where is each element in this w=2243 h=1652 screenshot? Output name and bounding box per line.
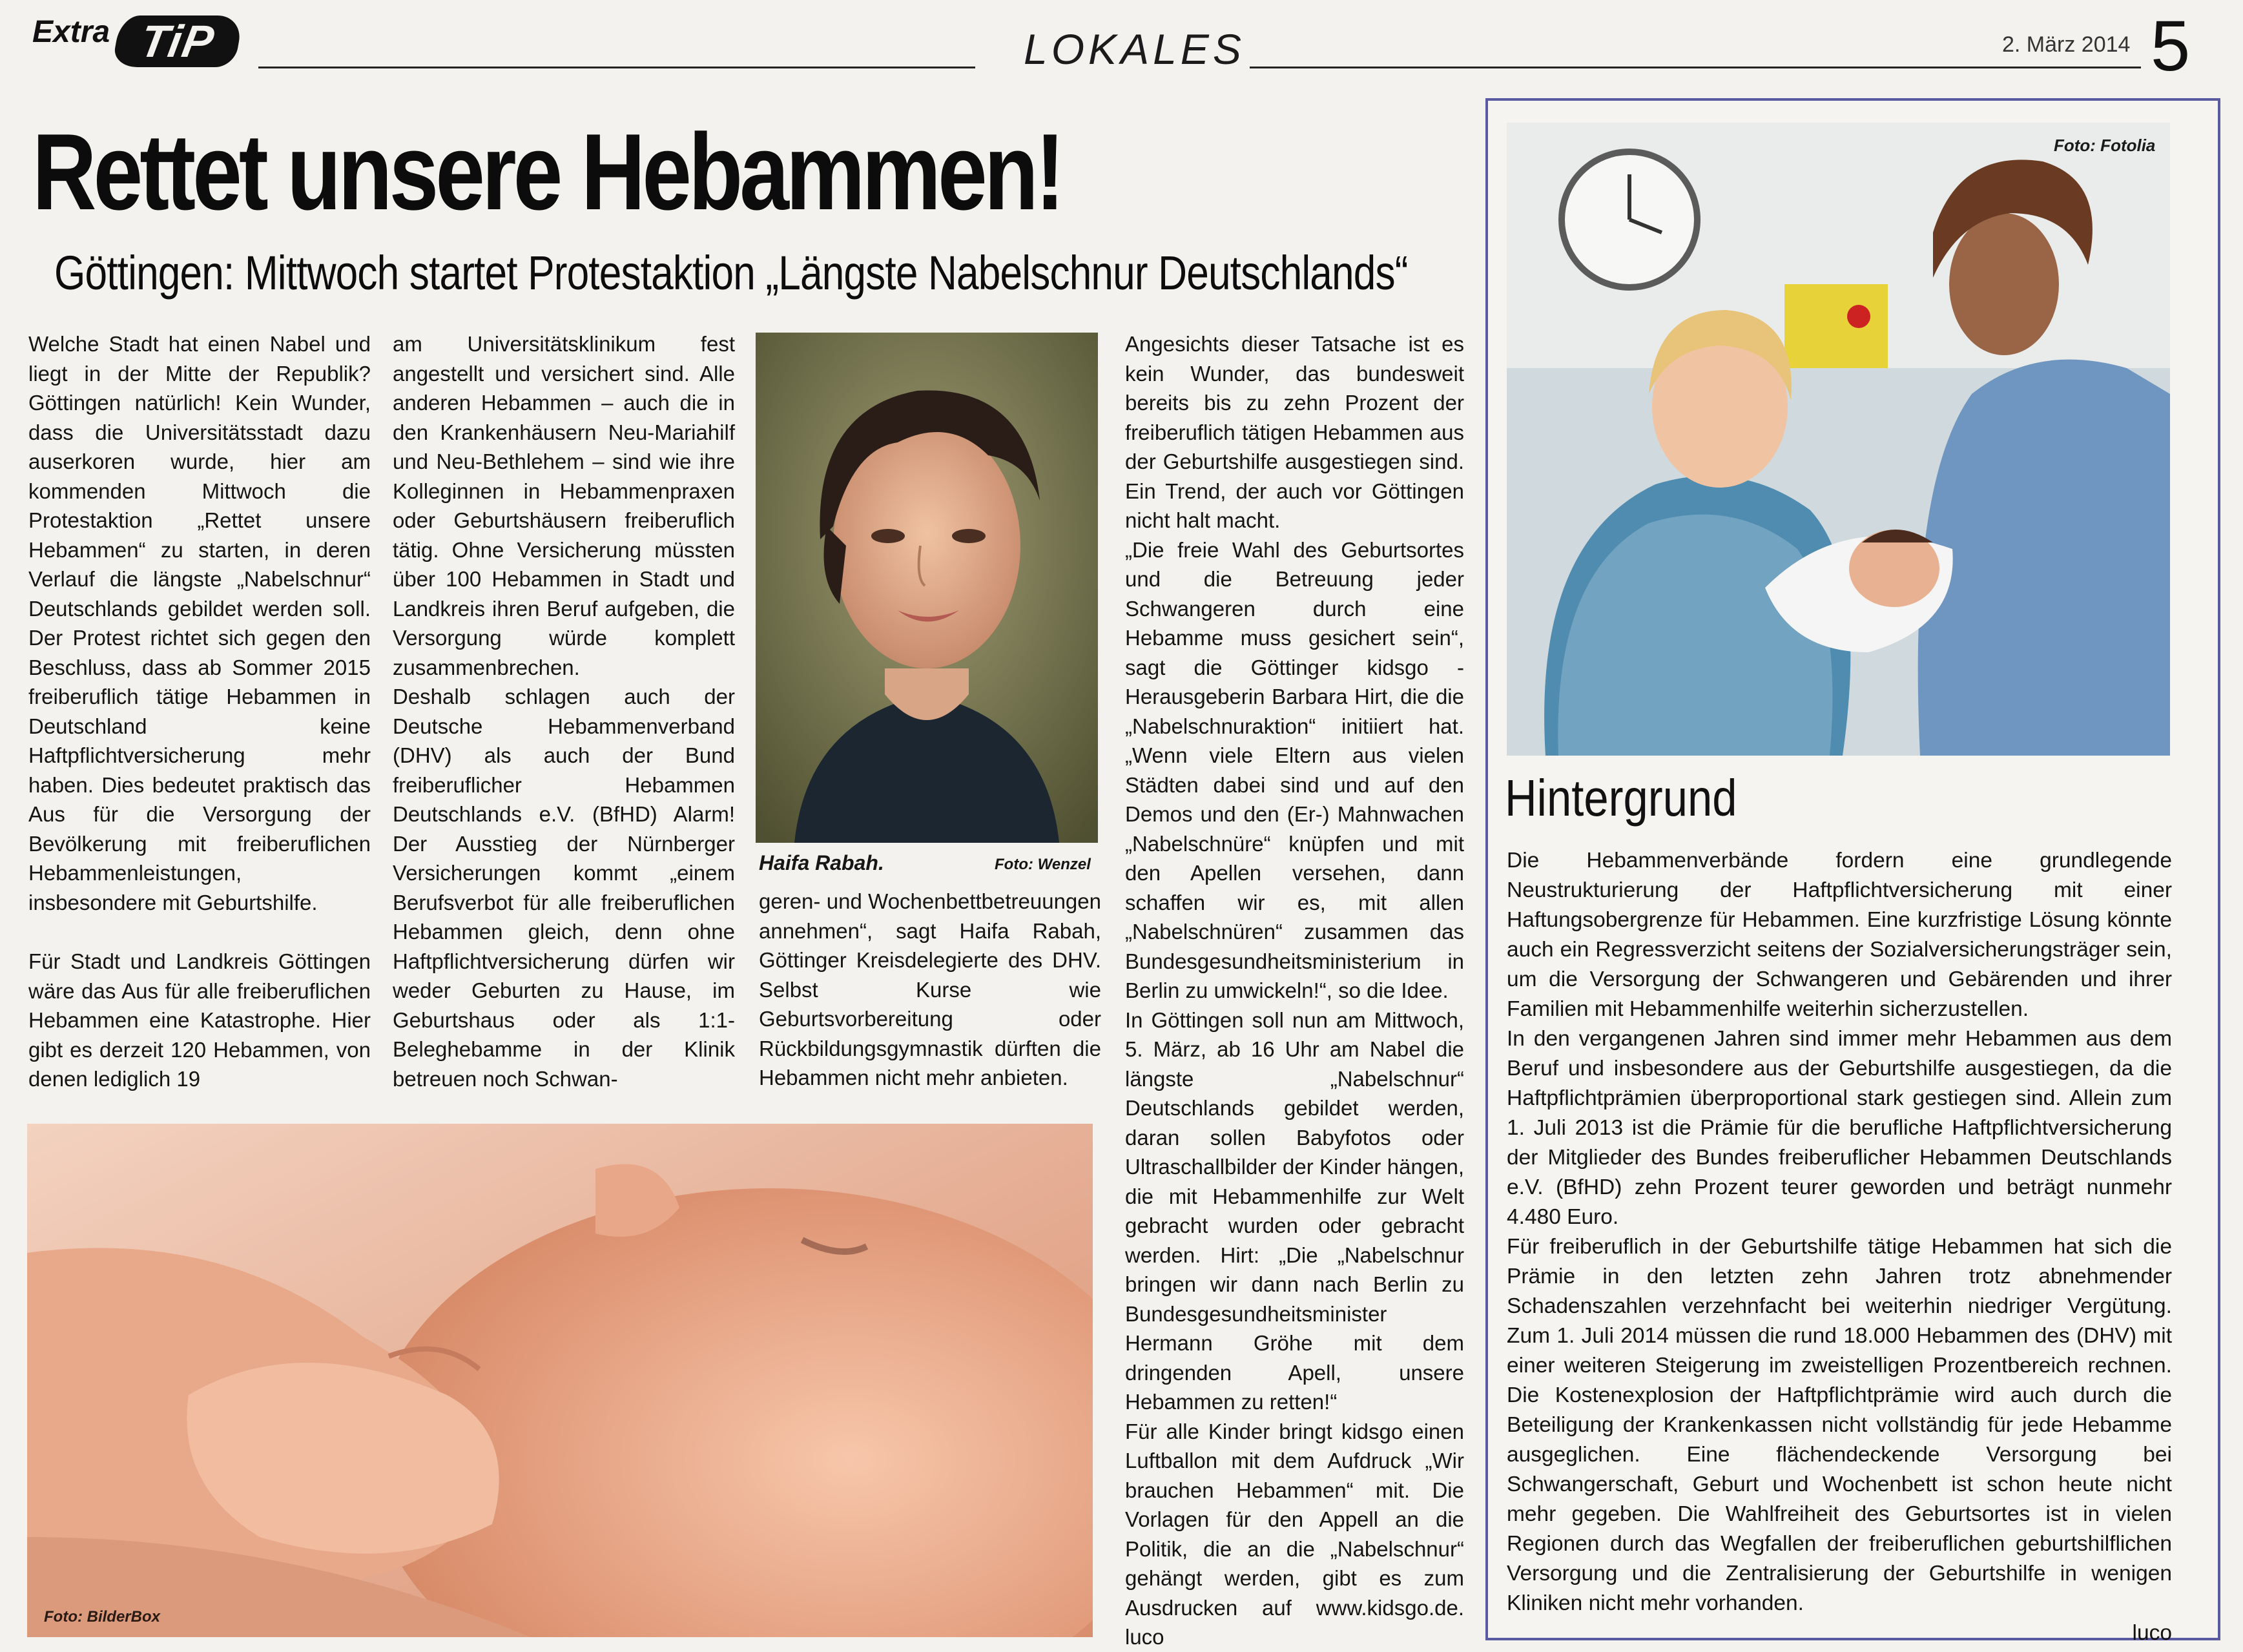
extra-tip-logo	[32, 14, 245, 72]
article-column-1	[28, 329, 371, 1094]
paragraph: Angesichts dieser Tatsache ist es kein Wunder, das bundesweit bereits bis zu zehn Prozent der freiberuflich tätigen Hebammen aus der Geburtshilfe ausgestiegen sind. Ein Trend, der auch vor Göttingen nicht halt macht.	[1125, 332, 1464, 532]
paragraph: Für freiberuflich in der Geburtshilfe tätige Hebammen hat sich die Prämie in den letzten zehn Jahren trotz abnehmender Schadenszahlen verzehnfacht bei weiterhin niedriger Vergütung. Zum 1. Juli 2014 müssen die rund 18.000 Hebammen des (DHV) mit einer weiteren Steigerung im zweistelligen Prozentbereich rechnen. Die Kostenexplosion der Haftpflichtprämie wird auch durch die Beteiligung der Krankenkassen nicht vollständig für jede Hebamme ausgeglichen. Eine flächendeckende Versorgung bei Schwangerschaft, Geburt und Wochenbett ist schon heute nicht mehr gegeben. Die Wahlfreiheit des Geburtsortes ist in vielen Regionen durch das Wegfallen der freiberuflichen geburtshilflichen Versorgung und die Zentralisierung der Geburtshilfe in wenigen Kliniken nicht mehr vorhanden.	[1507, 1235, 2172, 1615]
paragraph: In den vergangenen Jahren sind immer mehr Hebammen aus dem Beruf und insbesondere aus der Geburtshilfe ausgestiegen, da die Haftpflichtprämien überproportional stark gestiegen sind. Allein zum 1. Juli 2013 ist die Prämie für die berufliche Haftpflichtversicherung der Mitglieder des Bundes freiberuflicher Hebammen Deutschlands e.V. (BfHD) zehn Prozent teurer geworden und beträgt nunmehr 4.480 Euro.	[1507, 1027, 2172, 1229]
header-rule-right	[1250, 67, 2141, 68]
sidebar-title: Hintergrund	[1505, 769, 1737, 827]
paragraph: Deshalb schlagen auch der Deutsche Hebammenverband (DHV) als auch der Bund freiberuflicher Hebammen Deutschlands e.V. (BfHD) Alarm! Der Ausstieg der Nürnberger Versicherungen kommt „einem Berufsverbot für alle freiberuflichen Hebammen gleich, denn ohne Haftpflichtversicherung dürfen wir weder Geburten zu Hause, im Geburtshaus oder als 1:1-Beleghebamme in der Klinik betreuen noch Schwan-	[393, 685, 735, 1091]
paragraph: In Göttingen soll nun am Mittwoch, 5. März, ab 16 Uhr am Nabel die längste „Nabelschnur“ Deutschlands gebildet werden, daran sollen Babyfotos oder Ultraschallbilder der Kinder hängen, die mit Hebammenhilfe zur Welt gebracht wurden oder gebracht werden. Hirt: „Die „Nabelschnur bringen wir dann nach Berlin zu Bundesgesundheitsminister Hermann Gröhe mit dem dringenden Apell, unsere Hebammen zu retten!“	[1125, 1007, 1464, 1414]
article-subheadline: Göttingen: Mittwoch startet Protestaktion „Längste Nabelschnur Deutschlands“	[54, 246, 1408, 300]
hospital-photo-credit: Foto: Fotolia	[2054, 136, 2156, 155]
paragraph: geren- und Wochenbettbetreuungen annehmen“, sagt Haifa Rabah, Göttinger Kreisdelegierte des DHV. Selbst Kurse wie Geburtsvorbereitung oder Rückbildungsgymnastik dürften die Hebammen nicht mehr anbieten.	[759, 889, 1101, 1089]
portrait-photo-credit: Foto: Wenzel	[995, 856, 1091, 873]
article-headline: Rettet unsere Hebammen!	[32, 111, 1062, 232]
baby-photo-credit: Foto: BilderBox	[44, 1608, 160, 1626]
header-rule-left	[258, 67, 975, 68]
section-title: LOKALES	[1024, 25, 1245, 73]
hospital-photo	[1507, 123, 2170, 756]
hospital-illustration	[1507, 123, 2170, 756]
paragraph: Für alle Kinder bringt kidsgo einen Luftballon mit dem Aufdruck „Wir brauchen Hebammen“ mit. Die Vorlagen für den Appell an die Politik, die an die „Nabelschnur“ gehängt werden, gibt es zum Ausdrucken auf www.kidsgo.de. luco	[1125, 1419, 1464, 1649]
portrait-illustration	[756, 333, 1098, 843]
baby-hand-photo	[27, 1124, 1093, 1637]
sidebar-signature: luco	[2132, 1621, 2172, 1645]
issue-date: 2. März 2014	[2002, 32, 2131, 57]
paragraph: Für Stadt und Landkreis Göttingen wäre das Aus für alle freiberuflichen Hebammen eine Katastrophe. Hier gibt es derzeit 120 Hebammen, von denen lediglich 19	[28, 949, 371, 1091]
logo-tip-text: TiP	[112, 15, 243, 67]
sidebar-text	[1507, 846, 2172, 1648]
baby-illustration	[27, 1124, 1093, 1637]
paragraph: „Die freie Wahl des Geburtsortes und die Betreuung jeder Schwangeren durch eine Hebamme muss gesichert sein“, sagt die Göttinger kidsgo - Herausgeberin Barbara Hirt, die die „Nabelschnuraktion“ initiiert hat. „Wenn viele Eltern aus vielen Städten dabei sind und auf den Demos und den (Er-) Mahnwachen „Nabelschnüre“ knüpfen und mit den Apellen versehen, dann schaffen wir es, mit allen „Nabelschnüren“ zusammen das Bundesgesundheitsministerium in Berlin zu umwickeln!“, so die Idee.	[1125, 537, 1464, 1002]
logo-extra-text: Extra	[32, 15, 110, 49]
article-column-2	[393, 329, 735, 1093]
paragraph: am Universitätsklinikum fest angestellt und versichert sind. Alle anderen Hebammen – auch die in den Krankenhäusern Neu-Mariahilf und Neu-Bethlehem – sind wie ihre Kolleginnen in Hebammenpraxen oder Geburtshäusern freiberuflich tätig. Ohne Versicherung müssten über 100 Hebammen in Stadt und Landkreis ihren Beruf aufgeben, die Versorgung würde komplett zusammenbrechen.	[393, 332, 735, 679]
paragraph: Welche Stadt hat einen Nabel und liegt in der Mitte der Republik? Göttingen natürlich! Kein Wunder, dass die Universitätsstadt dazu auserkoren wurde, hier am kommenden Mittwoch die Protestaktion „Rettet unsere Hebammen“ zu starten, in deren Verlauf die längste „Nabelschnur“ Deutschlands gebildet werden soll. Der Protest richtet sich gegen den Beschluss, dass ab Sommer 2015 freiberuflich tätige Hebammen in Deutschland keine Haftpflichtversicherung mehr haben. Dies bedeutet praktisch das Aus für die Versorgung der Bevölkerung mit freiberuflichen Hebammenleistungen, insbesondere mit Geburtshilfe.	[28, 332, 371, 914]
portrait-photo	[756, 333, 1098, 843]
article-column-3	[1125, 329, 1464, 1652]
portrait-caption-name: Haifa Rabah.	[759, 851, 884, 874]
paragraph: Die Hebammenverbände fordern eine grundlegende Neustrukturierung der Haftpflichtversicherung mit einer Haftungsobergrenze für Hebammen. Eine kurzfristige Lösung könnte auch ein Regressverzicht seitens der Sozialversicherungsträger sein, um die Versorgung der Schwangeren und Gebärenden und ihrer Familien mit Hebammenhilfe weiterhin sicherzustellen.	[1507, 849, 2172, 1021]
article-column-2b	[759, 887, 1101, 1093]
page-number: 5	[2151, 6, 2191, 86]
